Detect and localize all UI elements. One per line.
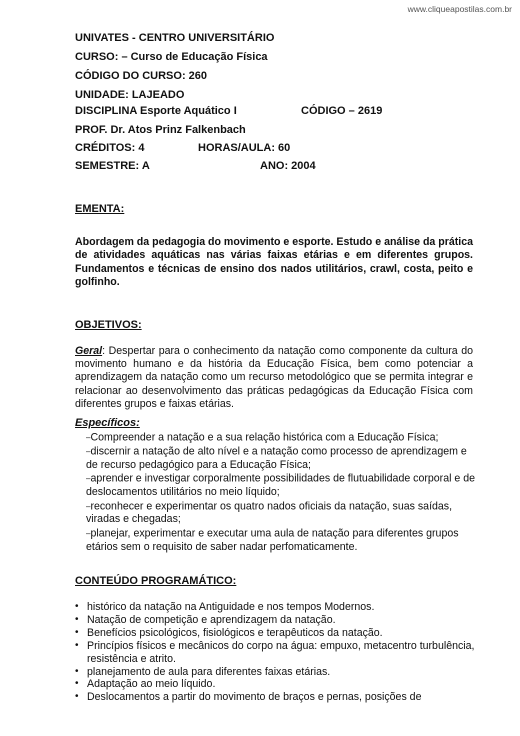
list-item: • planejamento de aula para diferentes faixas etárias. [75,666,475,679]
institution-line: UNIVATES - CENTRO UNIVERSITÁRIO [75,32,275,44]
objetivo-geral [75,345,473,411]
list-item: • Deslocamentos a partir do movimento de braços e pernas, posições de [75,691,475,704]
especificos-title [75,417,140,429]
especificos-colon: : [136,417,140,429]
list-item: –reconhecer e experimentar os quatro nados oficiais da natação, suas saídas, viradas e chegadas; [86,500,453,526]
conteudo-title: CONTEÚDO PROGRAMÁTICO: [75,575,237,587]
geral-text: : Despertar para o conhecimento da natação como componente da cultura do movimento humano e da história da Educação Física, bem como potenciar a aprendizagem da natação como um recurso metodológico que se permita integrar e relacionar ao desenvolvimento das práticas pedagógicas da Educação Física com diferentes grupos e faixas etárias. [75,345,473,410]
geral-label: Geral [75,345,103,357]
especifico-text: aprender e investigar corporalmente possibilidades de flutuabilidade corporal e de deslocamentos utilitários no meio líquido; [86,472,476,499]
list-item: –Compreender a natação e a sua relação histórica com a Educação Física; [86,431,439,444]
list-item: • histórico da natação na Antiguidade e nos tempos Modernos. [75,601,475,614]
list-item: –discernir a natação de alto nível e a natação como processo de aprendizagem e de recurso pedagógico para a Educação Física; [86,445,467,471]
course-line: CURSO: – Curso de Educação Física [75,51,268,63]
list-item: • Adaptação ao meio líquido. [75,678,475,691]
discipline-line [75,105,495,119]
ementa-title: EMENTA: [75,203,125,215]
list-item: –aprender e investigar corporalmente possibilidades de flutuabilidade corporal e de deslocamentos utilitários no meio líquido; [86,472,476,499]
especificos-label: Específicos [75,417,137,429]
professor-line: PROF. Dr. Atos Prinz Falkenbach [75,124,246,136]
hours: HORAS/AULA: 60 [198,142,291,154]
especifico-text: planejar, experimentar e executar uma aula de natação para diferentes grupos etários sem o requisito de saber nadar perfomaticamente. [86,527,459,553]
semester-line [75,160,495,174]
list-item: –planejar, experimentar e executar uma aula de natação para diferentes grupos etários sem o requisito de saber nadar perfomaticamente. [86,527,459,553]
discipline-code: CÓDIGO – 2619 [301,105,383,117]
course-code-line: CÓDIGO DO CURSO: 260 [75,70,208,82]
especifico-text: reconhecer e experimentar os quatro nados oficiais da natação, suas saídas, viradas e chegadas; [86,500,453,526]
list-item: • Natação de competição e aprendizagem da natação. [75,614,475,627]
conteudo-list [75,601,475,704]
list-item: • Benefícios psicológicos, fisiológicos e terapêuticos da natação. [75,627,475,640]
discipline-name: DISCIPLINA Esporte Aquático I [75,105,237,117]
ementa-text: Abordagem da pedagogia do movimento e esporte. Estudo e análise da prática de atividades aquáticas nas várias faixas etárias e em diferentes grupos. Fundamentos e técnicas de ensino dos nados utilitários, crawl, costa, peito e golfinho. [75,236,473,289]
list-item: • Princípios físicos e mecânicos do corpo na água: empuxo, metacentro turbulência, resistência e atrito. [75,640,475,666]
credits: CRÉDITOS: 4 [75,142,145,154]
credits-line [75,142,495,156]
especificos-list [86,431,476,554]
especifico-text: Compreender a natação e a sua relação histórica com a Educação Física; [90,431,439,444]
watermark-url[interactable]: www.cliqueapostilas.com.br [407,4,512,14]
especifico-text: discernir a natação de alto nível e a natação como processo de aprendizagem e de recurso pedagógico para a Educação Física; [86,445,467,471]
semester: SEMESTRE: A [75,160,150,172]
unit-line: UNIDADE: LAJEADO [75,89,185,101]
year: ANO: 2004 [260,160,316,172]
objetivos-title: OBJETIVOS: [75,319,142,331]
